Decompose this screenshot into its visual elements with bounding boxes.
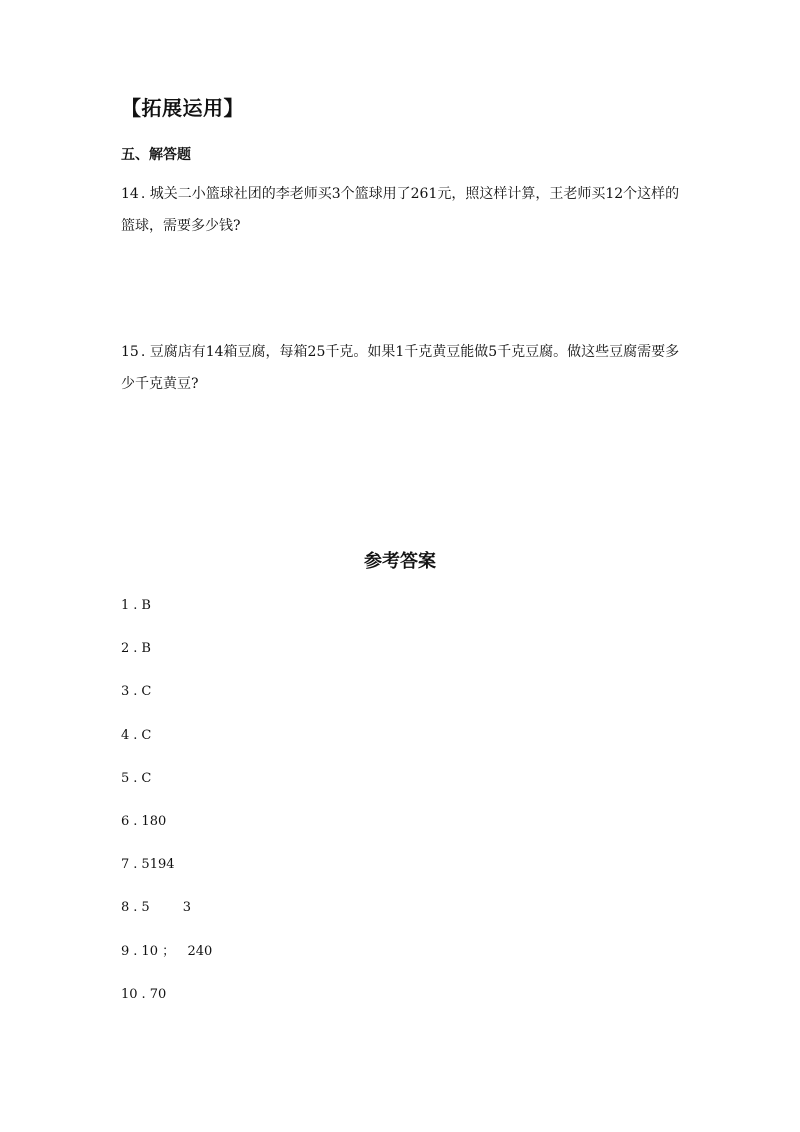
question-number: 15 <box>121 344 139 360</box>
answer-number: 5 <box>121 770 130 786</box>
answer-value: B <box>141 598 151 613</box>
answer-value: C <box>141 727 152 743</box>
answer-row <box>121 985 521 1028</box>
answer-row <box>121 726 521 769</box>
answer-value: C <box>141 770 152 786</box>
section-title: 【拓展运用】 <box>121 96 244 120</box>
answer-row <box>121 639 521 682</box>
answer-number: 3 <box>121 684 130 700</box>
answer-value: B <box>141 641 151 657</box>
answer-separator: . <box>133 770 138 786</box>
answer-number: 8 <box>121 900 130 916</box>
answer-key-title: 参考答案 <box>364 551 436 572</box>
answer-value: 180 <box>141 813 167 829</box>
answer-number: 4 <box>121 727 130 743</box>
answer-value: 10 ； 240 <box>141 943 213 959</box>
answer-row <box>121 596 521 639</box>
answer-number: 1 <box>121 598 130 613</box>
answer-value: C <box>141 684 152 700</box>
question-text: 豆腐店有14箱豆腐，每箱25千克。如果1千克黄豆能做5千克豆腐。做这些豆腐需要多少千克黄豆? <box>121 344 680 392</box>
answer-separator: . <box>133 900 138 916</box>
answer-row <box>121 898 521 941</box>
answer-row <box>121 682 521 725</box>
answer-list <box>121 596 521 1028</box>
answer-value: 70 <box>149 986 167 1002</box>
subsection-title: 五、解答题 <box>121 147 191 163</box>
answer-separator: . <box>133 684 138 700</box>
answer-separator: . <box>133 641 138 657</box>
answer-number: 6 <box>121 813 130 829</box>
answer-row <box>121 855 521 898</box>
answer-separator: . <box>133 857 138 873</box>
question-separator: . <box>140 186 146 202</box>
answer-number: 10 <box>121 986 138 1002</box>
answer-value: 5194 <box>141 857 175 873</box>
question-separator: . <box>140 344 146 360</box>
answer-value: 5 3 <box>141 900 192 916</box>
answer-row <box>121 942 521 985</box>
question-14 <box>121 178 681 242</box>
answer-number: 7 <box>121 857 130 873</box>
answer-row <box>121 769 521 812</box>
question-text: 城关二小篮球社团的李老师买3个篮球用了261元，照这样计算，王老师买12个这样的篮球，需要多少钱? <box>121 186 680 234</box>
answer-row <box>121 812 521 855</box>
question-number: 14 <box>121 186 139 202</box>
answer-separator: . <box>133 598 138 613</box>
answer-number: 9 <box>121 943 130 959</box>
answer-separator: . <box>133 943 138 959</box>
answer-separator: . <box>141 986 146 1002</box>
question-15 <box>121 336 681 400</box>
answer-number: 2 <box>121 641 130 657</box>
answer-separator: . <box>133 813 138 829</box>
answer-separator: . <box>133 727 138 743</box>
